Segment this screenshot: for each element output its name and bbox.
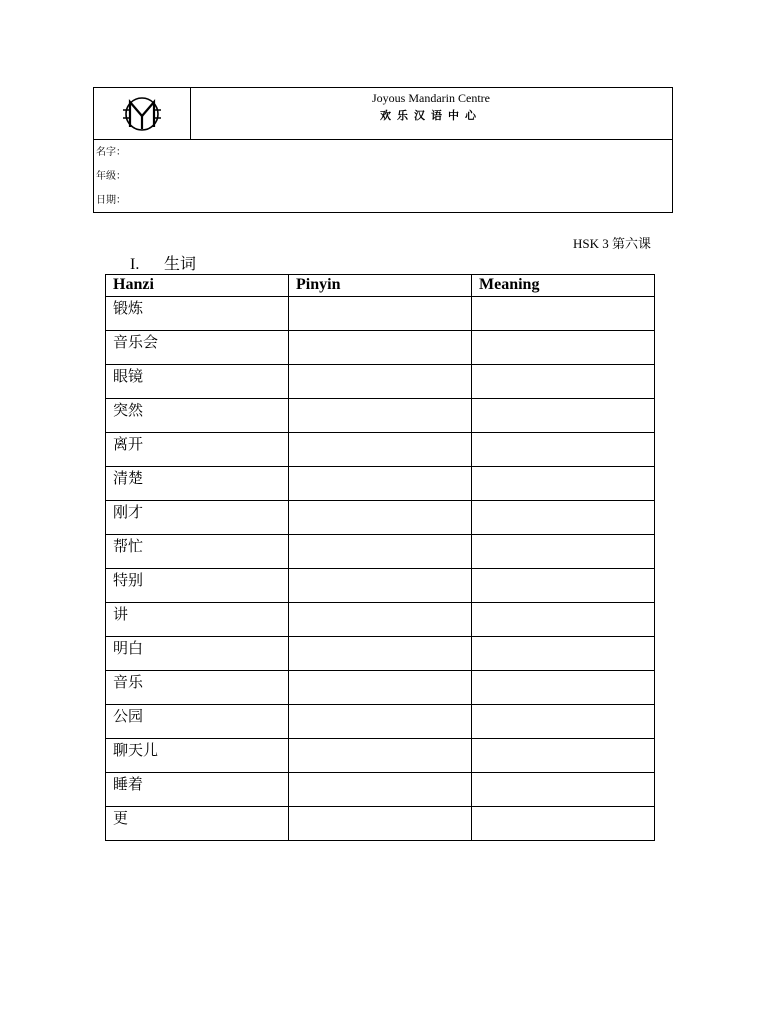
pinyin-answer-cell[interactable] xyxy=(289,671,472,705)
table-row xyxy=(106,399,655,433)
pinyin-answer-cell[interactable] xyxy=(289,603,472,637)
student-info-area xyxy=(94,139,672,212)
lesson-label: HSK 3 第六课 xyxy=(572,236,651,251)
hanzi-cell: 帮忙 xyxy=(106,535,289,569)
table-row xyxy=(106,671,655,705)
table-row xyxy=(106,501,655,535)
hanzi-cell: 特别 xyxy=(106,569,289,603)
hanzi-cell: 离开 xyxy=(106,433,289,467)
meaning-answer-cell[interactable] xyxy=(472,297,655,331)
pinyin-answer-cell[interactable] xyxy=(289,331,472,365)
meaning-answer-cell[interactable] xyxy=(472,433,655,467)
hanzi-cell: 清楚 xyxy=(106,467,289,501)
school-logo-icon xyxy=(120,94,164,134)
section-heading xyxy=(130,251,196,274)
pinyin-answer-cell[interactable] xyxy=(289,365,472,399)
meaning-answer-cell[interactable] xyxy=(472,739,655,773)
pinyin-answer-cell[interactable] xyxy=(289,433,472,467)
table-row xyxy=(106,705,655,739)
date-field-label: 日期： xyxy=(96,195,126,206)
pinyin-answer-cell[interactable] xyxy=(289,569,472,603)
section-number: I. xyxy=(130,256,140,273)
meaning-answer-cell[interactable] xyxy=(472,773,655,807)
header-box xyxy=(93,87,673,213)
school-name-zh: 欢乐汉语中心 xyxy=(380,109,482,122)
table-row xyxy=(106,739,655,773)
table-row xyxy=(106,433,655,467)
meaning-answer-cell[interactable] xyxy=(472,569,655,603)
pinyin-answer-cell[interactable] xyxy=(289,467,472,501)
pinyin-answer-cell[interactable] xyxy=(289,637,472,671)
pinyin-answer-cell[interactable] xyxy=(289,501,472,535)
meaning-answer-cell[interactable] xyxy=(472,535,655,569)
table-row xyxy=(106,365,655,399)
table-row xyxy=(106,807,655,841)
section-title: 生词 xyxy=(164,256,197,273)
hanzi-cell: 明白 xyxy=(106,637,289,671)
pinyin-answer-cell[interactable] xyxy=(289,705,472,739)
pinyin-answer-cell[interactable] xyxy=(289,297,472,331)
pinyin-answer-cell[interactable] xyxy=(289,399,472,433)
table-row xyxy=(106,773,655,807)
pinyin-answer-cell[interactable] xyxy=(289,535,472,569)
pinyin-answer-cell[interactable] xyxy=(289,773,472,807)
column-header-hanzi: Hanzi xyxy=(106,275,289,297)
vocabulary-table xyxy=(105,274,655,841)
table-header-row xyxy=(106,275,655,297)
pinyin-answer-cell[interactable] xyxy=(289,807,472,841)
column-header-pinyin: Pinyin xyxy=(289,275,472,297)
table-row xyxy=(106,535,655,569)
hanzi-cell: 公园 xyxy=(106,705,289,739)
grade-field-label: 年级： xyxy=(96,171,126,182)
logo-cell xyxy=(94,88,191,139)
title-cell xyxy=(190,88,672,139)
hanzi-cell: 聊天儿 xyxy=(106,739,289,773)
table-row xyxy=(106,569,655,603)
meaning-answer-cell[interactable] xyxy=(472,501,655,535)
school-name-en: Joyous Mandarin Centre xyxy=(372,91,490,105)
meaning-answer-cell[interactable] xyxy=(472,671,655,705)
meaning-answer-cell[interactable] xyxy=(472,467,655,501)
meaning-answer-cell[interactable] xyxy=(472,705,655,739)
hanzi-cell: 更 xyxy=(106,807,289,841)
meaning-answer-cell[interactable] xyxy=(472,331,655,365)
meaning-answer-cell[interactable] xyxy=(472,399,655,433)
table-row xyxy=(106,467,655,501)
meaning-answer-cell[interactable] xyxy=(472,365,655,399)
hanzi-cell: 刚才 xyxy=(106,501,289,535)
hanzi-cell: 讲 xyxy=(106,603,289,637)
table-row xyxy=(106,603,655,637)
table-row xyxy=(106,637,655,671)
vocabulary-table-body xyxy=(106,297,655,841)
table-row xyxy=(106,297,655,331)
meaning-answer-cell[interactable] xyxy=(472,807,655,841)
hanzi-cell: 眼镜 xyxy=(106,365,289,399)
meaning-answer-cell[interactable] xyxy=(472,637,655,671)
name-field-label: 名字： xyxy=(96,147,126,158)
hanzi-cell: 音乐 xyxy=(106,671,289,705)
pinyin-answer-cell[interactable] xyxy=(289,739,472,773)
hanzi-cell: 睡着 xyxy=(106,773,289,807)
column-header-meaning: Meaning xyxy=(472,275,655,297)
hanzi-cell: 突然 xyxy=(106,399,289,433)
table-row xyxy=(106,331,655,365)
hanzi-cell: 音乐会 xyxy=(106,331,289,365)
hanzi-cell: 锻炼 xyxy=(106,297,289,331)
meaning-answer-cell[interactable] xyxy=(472,603,655,637)
